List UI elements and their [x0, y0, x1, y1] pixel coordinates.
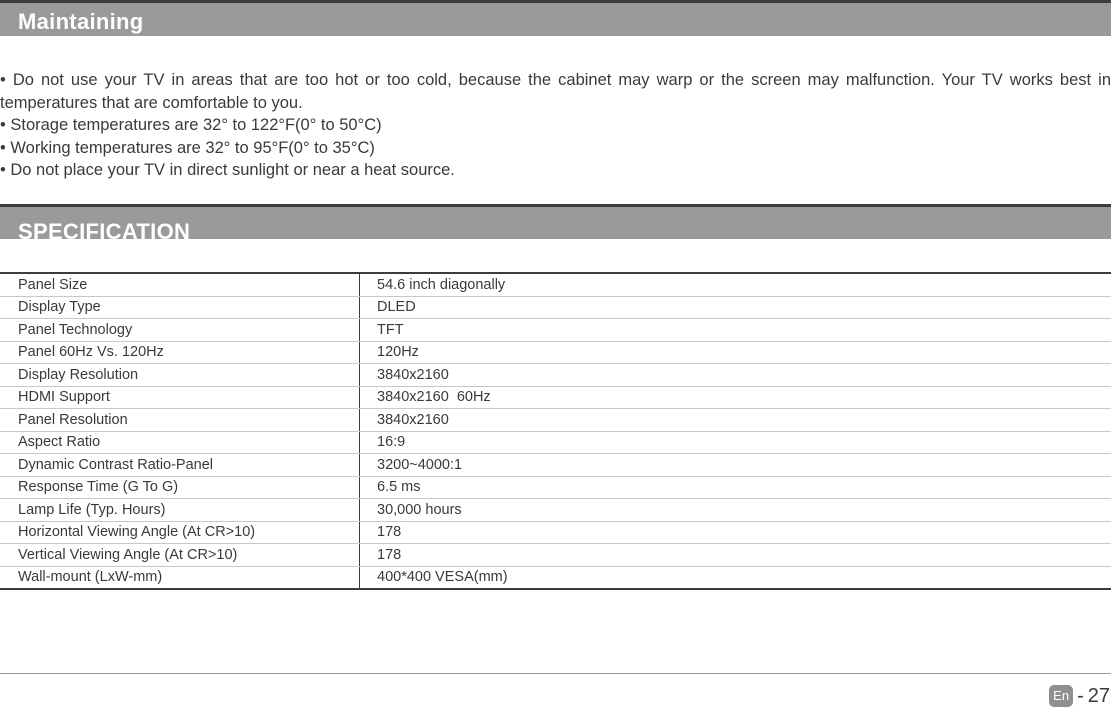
spec-label: Display Resolution: [0, 364, 360, 387]
spec-label: Panel Resolution: [0, 409, 360, 432]
specification-title: SPECIFICATION: [18, 219, 191, 244]
spec-value: 3200~4000:1: [360, 454, 1111, 477]
spec-label: Dynamic Contrast Ratio-Panel: [0, 454, 360, 477]
table-row: [0, 476, 1111, 499]
spec-value: 16:9: [360, 431, 1111, 454]
spec-label: Vertical Viewing Angle (At CR>10): [0, 544, 360, 567]
page-number: 27: [1087, 685, 1110, 707]
maintaining-notes: [0, 69, 1111, 182]
spec-label: Display Type: [0, 296, 360, 319]
table-row: [0, 499, 1111, 522]
note-sunlight: • Do not place your TV in direct sunlight or near a heat source.: [0, 161, 455, 179]
table-row: [0, 341, 1111, 364]
table-row: [0, 386, 1111, 409]
spec-value: 54.6 inch diagonally: [360, 273, 1111, 296]
table-row: [0, 566, 1111, 589]
table-row: [0, 521, 1111, 544]
spec-value: 30,000 hours: [360, 499, 1111, 522]
spec-value: 3840x2160: [360, 364, 1111, 387]
specification-header: [0, 204, 1111, 244]
spec-value: 3840x2160 60Hz: [360, 386, 1111, 409]
table-row: [0, 319, 1111, 342]
footer-divider: [0, 673, 1111, 674]
table-row: [0, 544, 1111, 567]
table-row: [0, 409, 1111, 432]
spec-value: TFT: [360, 319, 1111, 342]
spec-value: DLED: [360, 296, 1111, 319]
maintaining-title: Maintaining: [18, 9, 144, 34]
note-working-temperature: • Working temperatures are 32° to 95°F(0° to 35°C): [0, 138, 375, 157]
maintaining-header: [0, 0, 1111, 36]
table-row: [0, 296, 1111, 319]
spec-value: 3840x2160: [360, 409, 1111, 432]
spec-label: HDMI Support: [0, 386, 360, 409]
spec-value: 400*400 VESA(mm): [360, 566, 1111, 589]
language-badge: En: [1049, 685, 1073, 707]
page-separator: -: [1077, 685, 1084, 707]
table-row: [0, 431, 1111, 454]
spec-label: Panel Technology: [0, 319, 360, 342]
spec-label: Response Time (G To G): [0, 476, 360, 499]
note-storage-temperature: • Storage temperatures are 32° to 122°F(0° to 50°C): [0, 116, 382, 134]
spec-label: Panel 60Hz Vs. 120Hz: [0, 341, 360, 364]
spec-label: Wall-mount (LxW-mm): [0, 566, 360, 589]
spec-label: Aspect Ratio: [0, 431, 360, 454]
page-footer: [1049, 683, 1111, 709]
specification-table: [0, 272, 1111, 590]
spec-value: 6.5 ms: [360, 476, 1111, 499]
table-row: [0, 273, 1111, 296]
spec-value: 178: [360, 544, 1111, 567]
spec-value: 178: [360, 521, 1111, 544]
table-row: [0, 364, 1111, 387]
table-row: [0, 454, 1111, 477]
spec-label: Horizontal Viewing Angle (At CR>10): [0, 521, 360, 544]
spec-value: 120Hz: [360, 341, 1111, 364]
note-temperature-use: • Do not use your TV in areas that are too hot or too cold, because the cabinet may warp or the screen may malfunction. Your TV works best in temperatures that are comfortable to you.: [0, 71, 1111, 112]
spec-label: Panel Size: [0, 273, 360, 296]
spec-label: Lamp Life (Typ. Hours): [0, 499, 360, 522]
